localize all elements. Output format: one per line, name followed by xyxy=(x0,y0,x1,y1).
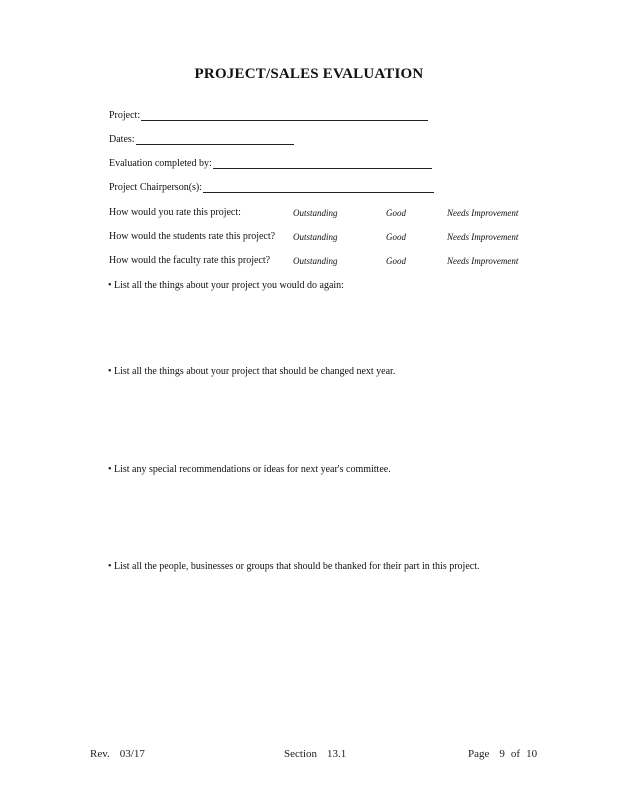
rating-row-faculty xyxy=(109,255,539,269)
footer-section xyxy=(284,748,346,760)
rating-question: How would you rate this project: xyxy=(109,207,241,218)
dates-field[interactable] xyxy=(109,134,294,145)
rating-question: How would the students rate this project? xyxy=(109,231,276,242)
project-chairperson-label: Project Chairperson(s): xyxy=(109,182,203,193)
page-total: 10 xyxy=(526,748,538,760)
rating-row-you xyxy=(109,207,539,221)
dates-label: Dates: xyxy=(109,134,135,145)
rating-question: How would the faculty rate this project? xyxy=(109,255,271,266)
rating-row-students xyxy=(109,231,539,245)
page-label: Page xyxy=(468,748,490,760)
option-outstanding[interactable]: Outstanding xyxy=(293,232,338,242)
option-outstanding[interactable]: Outstanding xyxy=(293,208,338,218)
project-input-line[interactable] xyxy=(141,111,428,121)
page-of: of xyxy=(510,748,521,760)
section-value: 13.1 xyxy=(327,748,347,760)
footer-revision xyxy=(90,748,145,760)
dates-input-line[interactable] xyxy=(136,135,294,145)
project-chairperson-field[interactable] xyxy=(109,182,434,193)
section-label: Section xyxy=(284,748,317,760)
footer-page xyxy=(468,748,537,760)
option-good[interactable]: Good xyxy=(386,256,406,266)
project-label: Project: xyxy=(109,110,141,121)
evaluation-completed-by-input-line[interactable] xyxy=(213,159,432,169)
revision-label: Rev. xyxy=(90,748,110,760)
list-prompt-thank-you: • List all the people, businesses or groups that should be thanked for their part in this project. xyxy=(108,561,480,572)
option-good[interactable]: Good xyxy=(386,208,406,218)
evaluation-completed-by-label: Evaluation completed by: xyxy=(109,158,212,169)
page-title: PROJECT/SALES EVALUATION xyxy=(194,66,424,82)
list-prompt-do-again: • List all the things about your project you would do again: xyxy=(108,280,344,291)
option-outstanding[interactable]: Outstanding xyxy=(293,256,338,266)
option-needs-improvement[interactable]: Needs Improvement xyxy=(447,208,519,218)
evaluation-completed-by-field[interactable] xyxy=(109,158,432,169)
project-chairperson-input-line[interactable] xyxy=(203,183,434,193)
list-prompt-recommendations: • List any special recommendations or ideas for next year's committee. xyxy=(108,464,391,475)
option-needs-improvement[interactable]: Needs Improvement xyxy=(447,232,519,242)
page-current: 9 xyxy=(499,748,505,760)
option-good[interactable]: Good xyxy=(386,232,406,242)
option-needs-improvement[interactable]: Needs Improvement xyxy=(447,256,519,266)
revision-value: 03/17 xyxy=(119,748,145,760)
project-field[interactable] xyxy=(109,110,428,121)
list-prompt-change-next-year: • List all the things about your project that should be changed next year. xyxy=(108,366,396,377)
